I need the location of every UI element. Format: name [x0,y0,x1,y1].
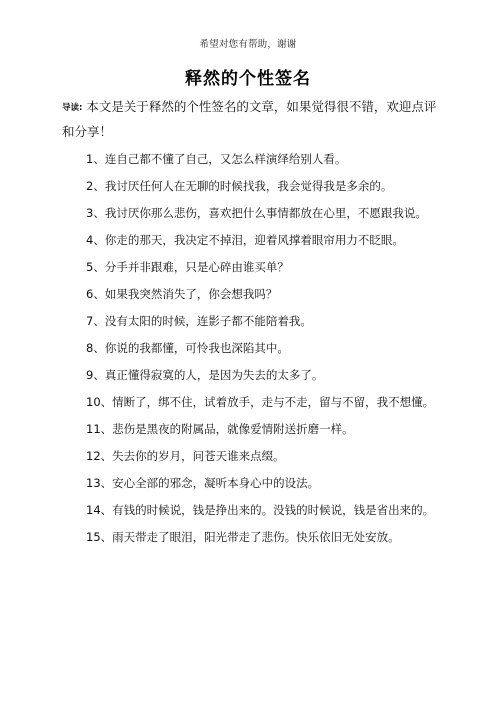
list-item: 2、我讨厌任何人在无聊的时候找我，我会觉得我是多余的。 [86,179,393,193]
list-item: 4、你走的那天，我决定不掉泪，迎着风撑着眼帘用力不眨眼。 [86,233,404,247]
list-item: 8、你说的我都懂，可怜我也深陷其中。 [86,341,289,355]
list-item: 1、连自己都不懂了自己，又怎么样演绎给别人看。 [86,152,347,166]
list-item: 7、没有太阳的时候，连影子都不能陪着我。 [86,314,312,328]
intro-text: 本文是关于释然的个性签名的文章，如果觉得很不错，欢迎点评和分享！ [62,99,437,139]
list-item: 14、有钱的时候说，钱是挣出来的。没钱的时候说，钱是省出来的。 [86,503,435,517]
list-item: 11、悲伤是黑夜的附属品，就像爱情附送折磨一样。 [86,422,354,436]
list-item: 15、雨天带走了眼泪，阳光带走了悲伤。快乐依旧无处安放。 [86,530,400,544]
list-item: 6、如果我突然消失了，你会想我吗？ [86,287,278,301]
document-title: 释然的个性签名 [185,69,311,89]
list-item: 10、情断了，绑不住，试着放手，走与不走，留与不留，我不想懂。 [86,395,435,409]
list-item: 5、分手并非跟难，只是心碎由谁买单？ [86,260,289,274]
list-item: 12、失去你的岁月，问苍天谁来点缀。 [86,449,285,463]
header-note: 希望对您有帮助，谢谢 [199,39,297,50]
list-item: 3、我讨厌你那么悲伤，喜欢把什么事情都放在心里，不愿跟我说。 [86,206,427,220]
intro-label: 导读: [62,103,83,113]
list-item: 13、安心全部的邪念，凝听本身心中的设法。 [86,476,320,490]
intro-paragraph [62,95,438,144]
list-item: 9、真正懂得寂寞的人，是因为失去的太多了。 [86,368,324,382]
signature-list [62,148,438,553]
